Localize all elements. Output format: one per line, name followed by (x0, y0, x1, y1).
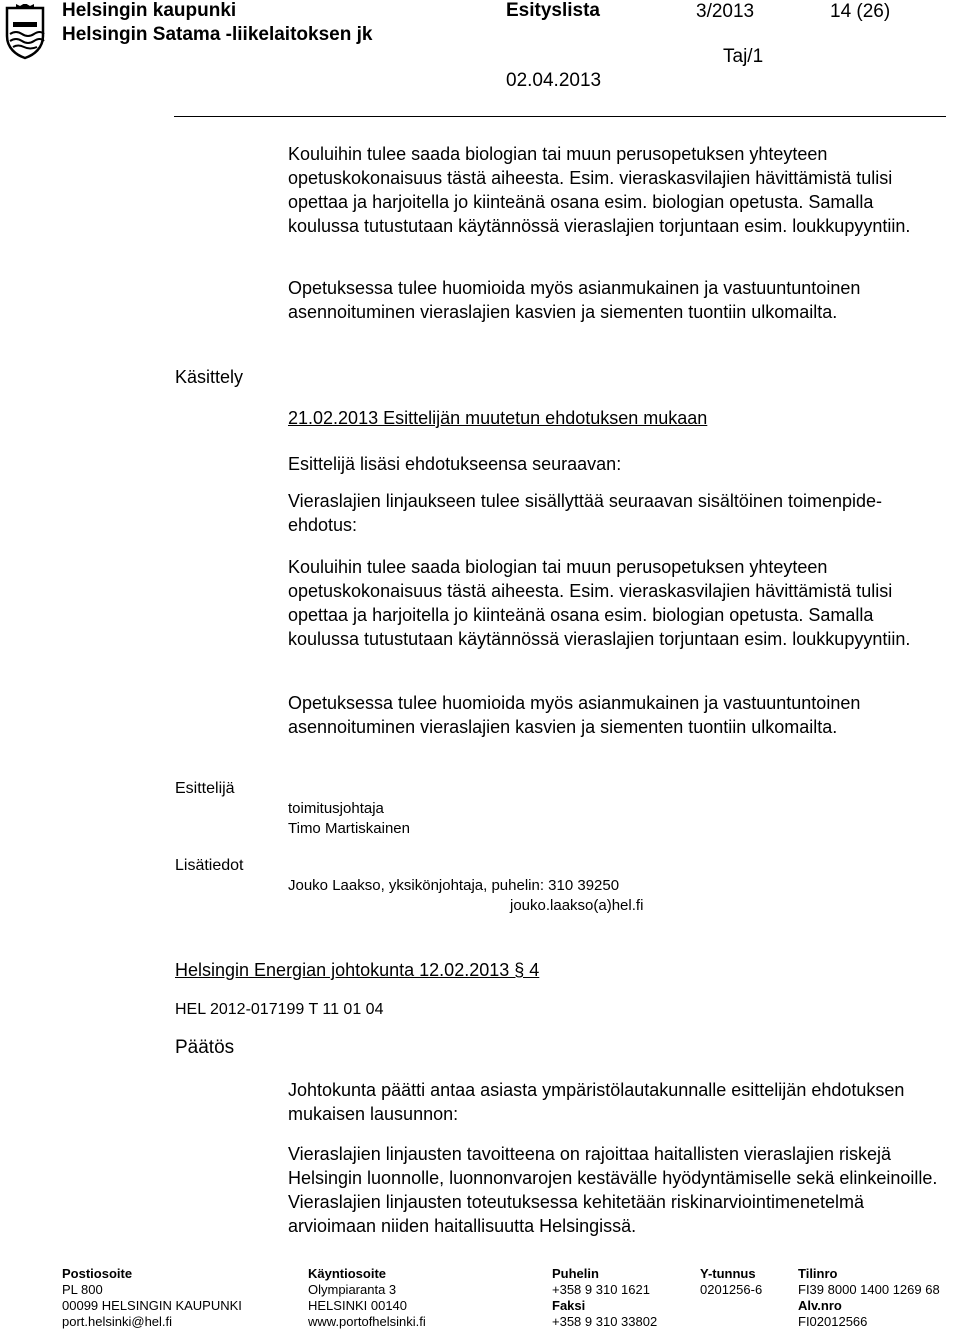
footer-account (798, 1266, 940, 1330)
energy-board-link[interactable]: Helsingin Energian johtokunta 12.02.2013 § 4 (175, 960, 540, 980)
footer-vat-value: FI02012566 (798, 1314, 868, 1329)
footer-business-id (700, 1266, 762, 1298)
header-number: 3/2013 (696, 1, 755, 22)
footer-account-value: FI39 8000 1400 1269 68 (798, 1282, 940, 1297)
footer-postal-box: PL 800 (62, 1282, 103, 1297)
footer-postal-city: 00099 HELSINGIN KAUPUNKI (62, 1298, 242, 1313)
footer-account-heading: Tilinro (798, 1266, 838, 1281)
helsinki-crest-icon (4, 4, 46, 60)
header-doc-type: Esityslista (506, 0, 600, 21)
paragraph-8: Vieraslajien linjausten tavoitteena on rajoittaa haitallisten vieraslajien riskejä Helsingin luonnolle, luonnonvarojen kestävälle hyödyntämiselle sekä elinkeinoille. Vieraslajien linjausten toteutuksessa kehitetään riskinarviointimenetelmä arvioimaan niiden haitallisuutta Helsingissä. (288, 1144, 938, 1236)
paatos-label: Päätös (175, 1037, 235, 1058)
lisatiedot-contact: Jouko Laakso, yksikönjohtaja, puhelin: 310 39250 (288, 877, 620, 894)
paragraph-5: Kouluihin tulee saada biologian tai muun perusopetuksen yhteyteen opetuskokonaisuus tästä aiheesta. Esim. vieraskasvilajien hävittämistä tulisi opettaa ja harjoitella jo kiinteänä osana esim. biologian opetusta. Samalla koulussa tutustutaan käytännössä vieraslajien torjuntaan esim. loukkupyyntiin. (288, 557, 911, 649)
header-suborg: Helsingin Satama -liikelaitoksen jk (62, 24, 373, 45)
header-org: Helsingin kaupunki (62, 0, 237, 21)
footer-visit-city: HELSINKI 00140 (308, 1298, 408, 1313)
lisatiedot-label: Lisätiedot (175, 857, 244, 874)
footer-visit (308, 1266, 426, 1330)
paragraph-2: Opetuksessa tulee huomioida myös asianmukainen ja vastuuntuntoinen asennoituminen vieraslajien kasvien ja siementen tuontiin ulkomailta. (288, 278, 861, 322)
footer-website: www.portofhelsinki.fi (308, 1314, 426, 1329)
footer-visit-heading: Käyntiosoite (308, 1266, 387, 1281)
kasittely-label: Käsittely (175, 367, 244, 387)
paragraph-1: Kouluihin tulee saada biologian tai muun perusopetuksen yhteyteen opetuskokonaisuus tästä aiheesta. Esim. vieraskasvilajien hävittämistä tulisi opettaa ja harjoitella jo kiinteänä osana esim. biologian opetusta. Samalla koulussa tutustutaan käytännössä vieraslajien torjuntaan esim. loukkupyyntiin. (288, 144, 911, 236)
footer-postal-heading: Postiosoite (62, 1266, 133, 1281)
hel-reference: HEL 2012-017199 T 11 01 04 (175, 1001, 384, 1018)
footer-fax-number: +358 9 310 33802 (552, 1314, 658, 1329)
header-divider (174, 116, 946, 117)
esittelija-label: Esittelijä (175, 780, 235, 797)
paragraph-3: Esittelijä lisäsi ehdotukseensa seuraavan: (288, 454, 622, 474)
footer-phone-number: +358 9 310 1621 (552, 1282, 650, 1297)
paragraph-4: Vieraslajien linjaukseen tulee sisällyttää seuraavan sisältöinen toimenpide-ehdotus: (288, 491, 883, 535)
footer-postal (62, 1266, 242, 1330)
header-page: 14 (26) (830, 1, 891, 22)
header-date: 02.04.2013 (506, 70, 602, 91)
paragraph-6: Opetuksessa tulee huomioida myös asianmukainen ja vastuuntuntoinen asennoituminen vieraslajien kasvien ja siementen tuontiin ulkomailta. (288, 693, 861, 737)
lisatiedot-email: jouko.laakso(a)hel.fi (510, 897, 644, 914)
paragraph-7: Johtokunta päätti antaa asiasta ympäristölautakunnalle esittelijän ehdotuksen mukaisen lausunnon: (288, 1080, 905, 1124)
footer-business-id-value: 0201256-6 (700, 1282, 763, 1297)
footer-fax-heading: Faksi (552, 1298, 586, 1313)
footer-phone-heading: Puhelin (552, 1266, 599, 1281)
esittelija-name: Timo Martiskainen (288, 820, 410, 837)
footer-email: port.helsinki@hel.fi (62, 1314, 173, 1329)
footer-visit-street: Olympiaranta 3 (308, 1282, 397, 1297)
footer-phone (552, 1266, 657, 1330)
kasittely-heading: 21.02.2013 Esittelijän muutetun ehdotuksen mukaan (288, 408, 708, 428)
esittelija-title: toimitusjohtaja (288, 800, 384, 817)
footer-business-id-heading: Y-tunnus (700, 1266, 756, 1281)
footer-vat-heading: Alv.nro (798, 1298, 842, 1313)
header-section: Taj/1 (723, 46, 764, 67)
